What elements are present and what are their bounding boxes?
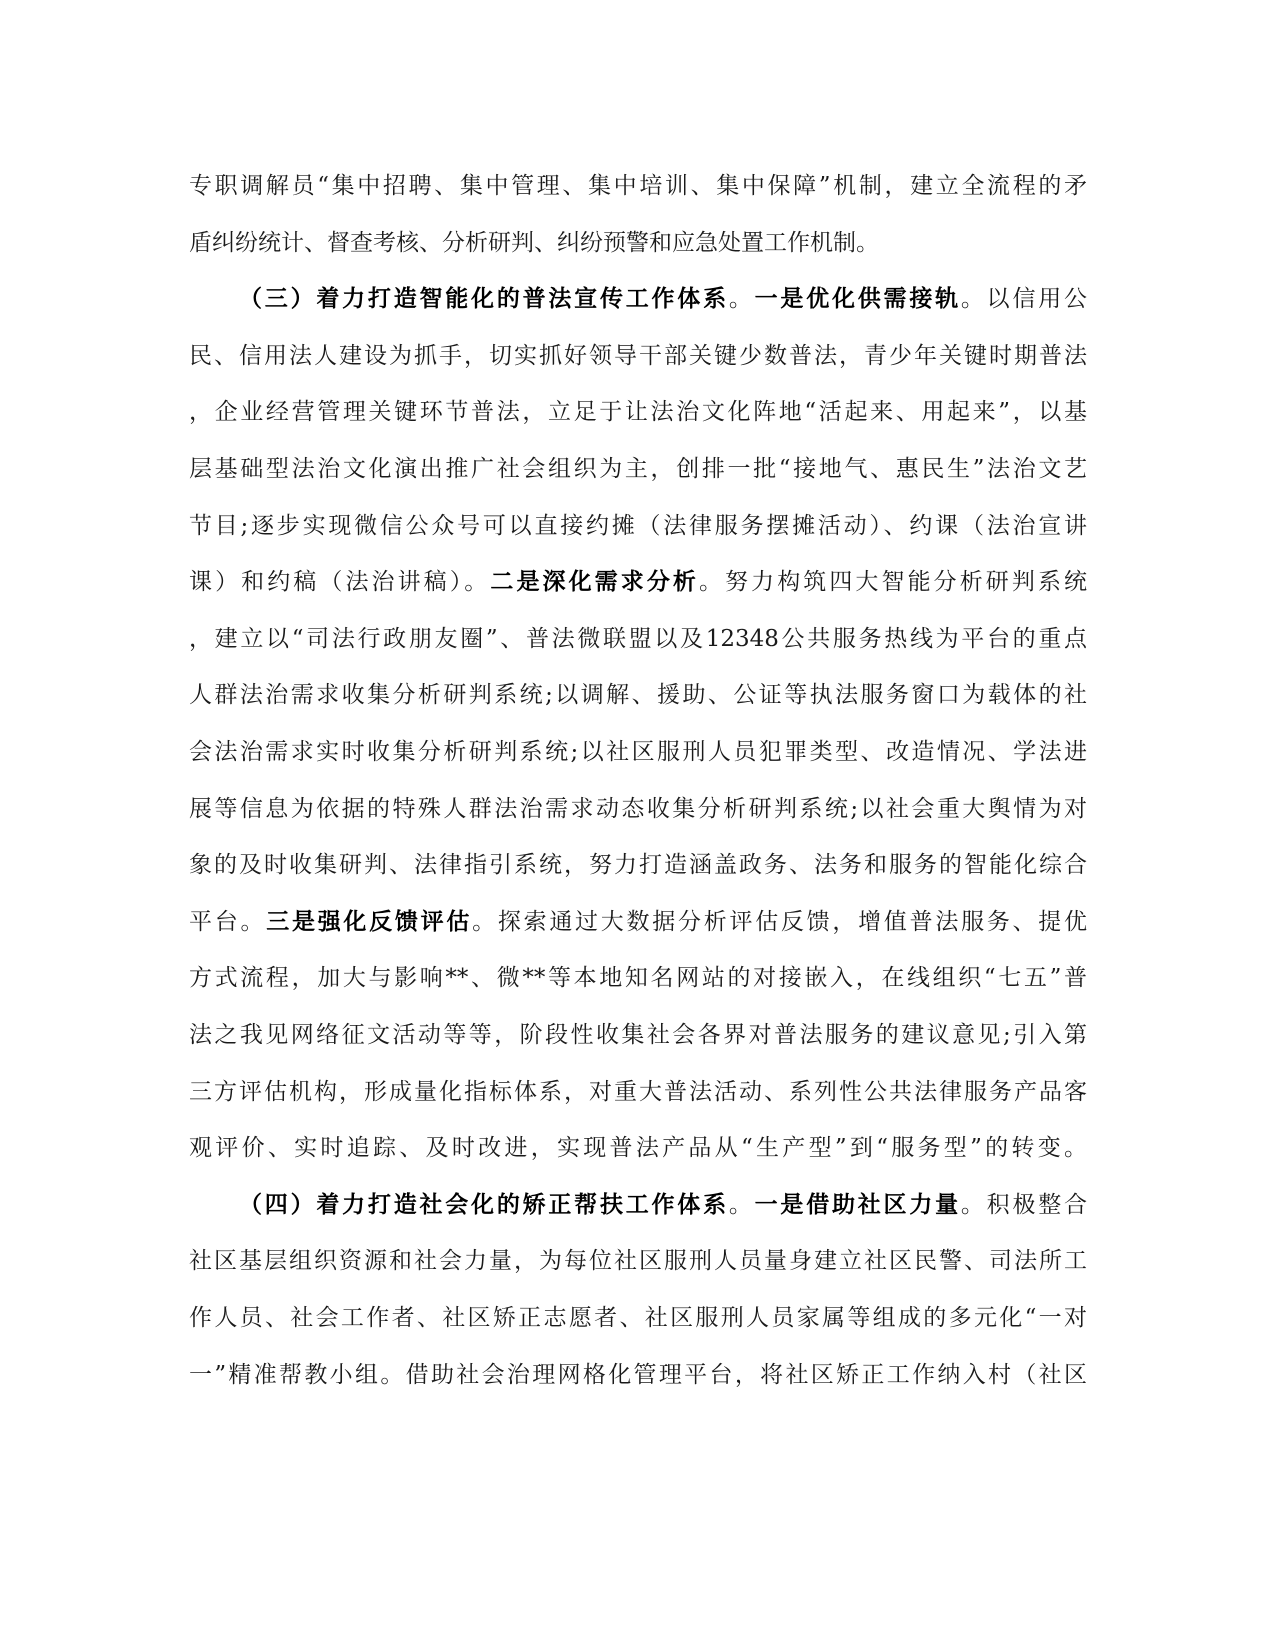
text-segment: 盾纠纷统计、督查考核、分析研判、纠纷预警和应急处置工作机制。 — [189, 230, 879, 256]
sub-heading: 三是强化反馈评估 — [266, 908, 473, 935]
text-segment: 。 — [728, 1192, 755, 1218]
sub-heading: 一是借助社区力量 — [754, 1191, 961, 1218]
text-segment: 社区基层组织资源和社会力量，为每位社区服刑人员量身建立社区民警、司法所工 — [189, 1248, 1087, 1274]
text-segment: 专职调解员“集中招聘、集中管理、集中培训、集中保障”机制，建立全流程的矛 — [189, 173, 1087, 199]
text-segment: 。以信用公 — [960, 286, 1087, 312]
text-line — [189, 1241, 1087, 1281]
text-line — [189, 392, 1087, 432]
text-segment: 。探索通过大数据分析评估反馈，增值普法服务、提优 — [472, 909, 1088, 935]
text-segment: 法之我见网络征文活动等等，阶段性收集社会各界对普法服务的建议意见;引入第 — [189, 1022, 1087, 1048]
text-segment: 会法治需求实时收集分析研判系统;以社区服刑人员犯罪类型、改造情况、学法进 — [189, 739, 1087, 765]
text-line — [189, 732, 1087, 772]
text-line — [189, 223, 1087, 263]
sub-heading: 一是优化供需接轨 — [754, 285, 961, 312]
sub-heading: 二是深化需求分析 — [490, 568, 699, 595]
section-heading: （四）着力打造社会化的矫正帮扶工作体系 — [239, 1191, 729, 1218]
paragraph-heading-line — [239, 1185, 1087, 1225]
text-segment: 。 — [728, 286, 755, 312]
text-segment: 平台。 — [189, 909, 267, 935]
text-segment: 民、信用法人建设为抓手，切实抓好领导干部关键少数普法，青少年关键时期普法 — [189, 343, 1087, 369]
text-segment: 。努力构筑四大智能分析研判系统 — [698, 569, 1088, 595]
text-line — [189, 562, 1087, 602]
text-line — [189, 166, 1087, 206]
text-segment: 展等信息为依据的特殊人群法治需求动态收集分析研判系统;以社会重大舆情为对 — [189, 796, 1087, 822]
text-segment: 人群法治需求收集分析研判系统;以调解、援助、公证等执法服务窗口为载体的社 — [189, 682, 1087, 708]
text-line — [189, 336, 1087, 376]
text-segment: 一”精准帮教小组。借助社会治理网格化管理平台，将社区矫正工作纳入村（社区 — [189, 1362, 1087, 1388]
text-line — [189, 902, 1087, 942]
text-segment: 节目;逐步实现微信公众号可以直接约摊（法律服务摆摊活动）、约课（法治宣讲 — [189, 513, 1087, 539]
text-line — [189, 958, 1087, 998]
paragraph-heading-line — [239, 279, 1087, 319]
section-heading: （三）着力打造智能化的普法宣传工作体系 — [239, 285, 729, 312]
text-line — [189, 449, 1087, 489]
text-line — [189, 1128, 1087, 1168]
text-line — [189, 675, 1087, 715]
text-segment: 。积极整合 — [960, 1192, 1087, 1218]
text-line — [189, 506, 1087, 546]
text-line — [189, 1355, 1087, 1395]
text-segment: 课）和约稿（法治讲稿）。 — [189, 569, 491, 595]
text-line — [189, 1298, 1087, 1338]
text-segment: 观评价、实时追踪、及时改进，实现普法产品从“生产型”到“服务型”的转变。 — [189, 1135, 1087, 1161]
text-segment: ，企业经营管理关键环节普法，立足于让法治文化阵地“活起来、用起来”，以基 — [189, 399, 1087, 425]
text-segment: 层基础型法治文化演出推广社会组织为主，创排一批“接地气、惠民生”法治文艺 — [189, 456, 1087, 482]
text-line — [189, 1072, 1087, 1112]
text-segment: 方式流程，加大与影响**、微**等本地知名网站的对接嵌入，在线组织“七五”普 — [189, 965, 1087, 991]
text-line — [189, 845, 1087, 885]
text-line — [189, 789, 1087, 829]
text-segment: ，建立以“司法行政朋友圈”、普法微联盟以及12348公共服务热线为平台的重点 — [189, 626, 1087, 652]
text-segment: 三方评估机构，形成量化指标体系，对重大普法活动、系列性公共法律服务产品客 — [189, 1079, 1087, 1105]
text-line — [189, 1015, 1087, 1055]
text-line — [189, 619, 1087, 659]
text-segment: 作人员、社会工作者、社区矫正志愿者、社区服刑人员家属等组成的多元化“一对 — [189, 1305, 1087, 1331]
text-segment: 象的及时收集研判、法律指引系统，努力打造涵盖政务、法务和服务的智能化综合 — [189, 852, 1087, 878]
